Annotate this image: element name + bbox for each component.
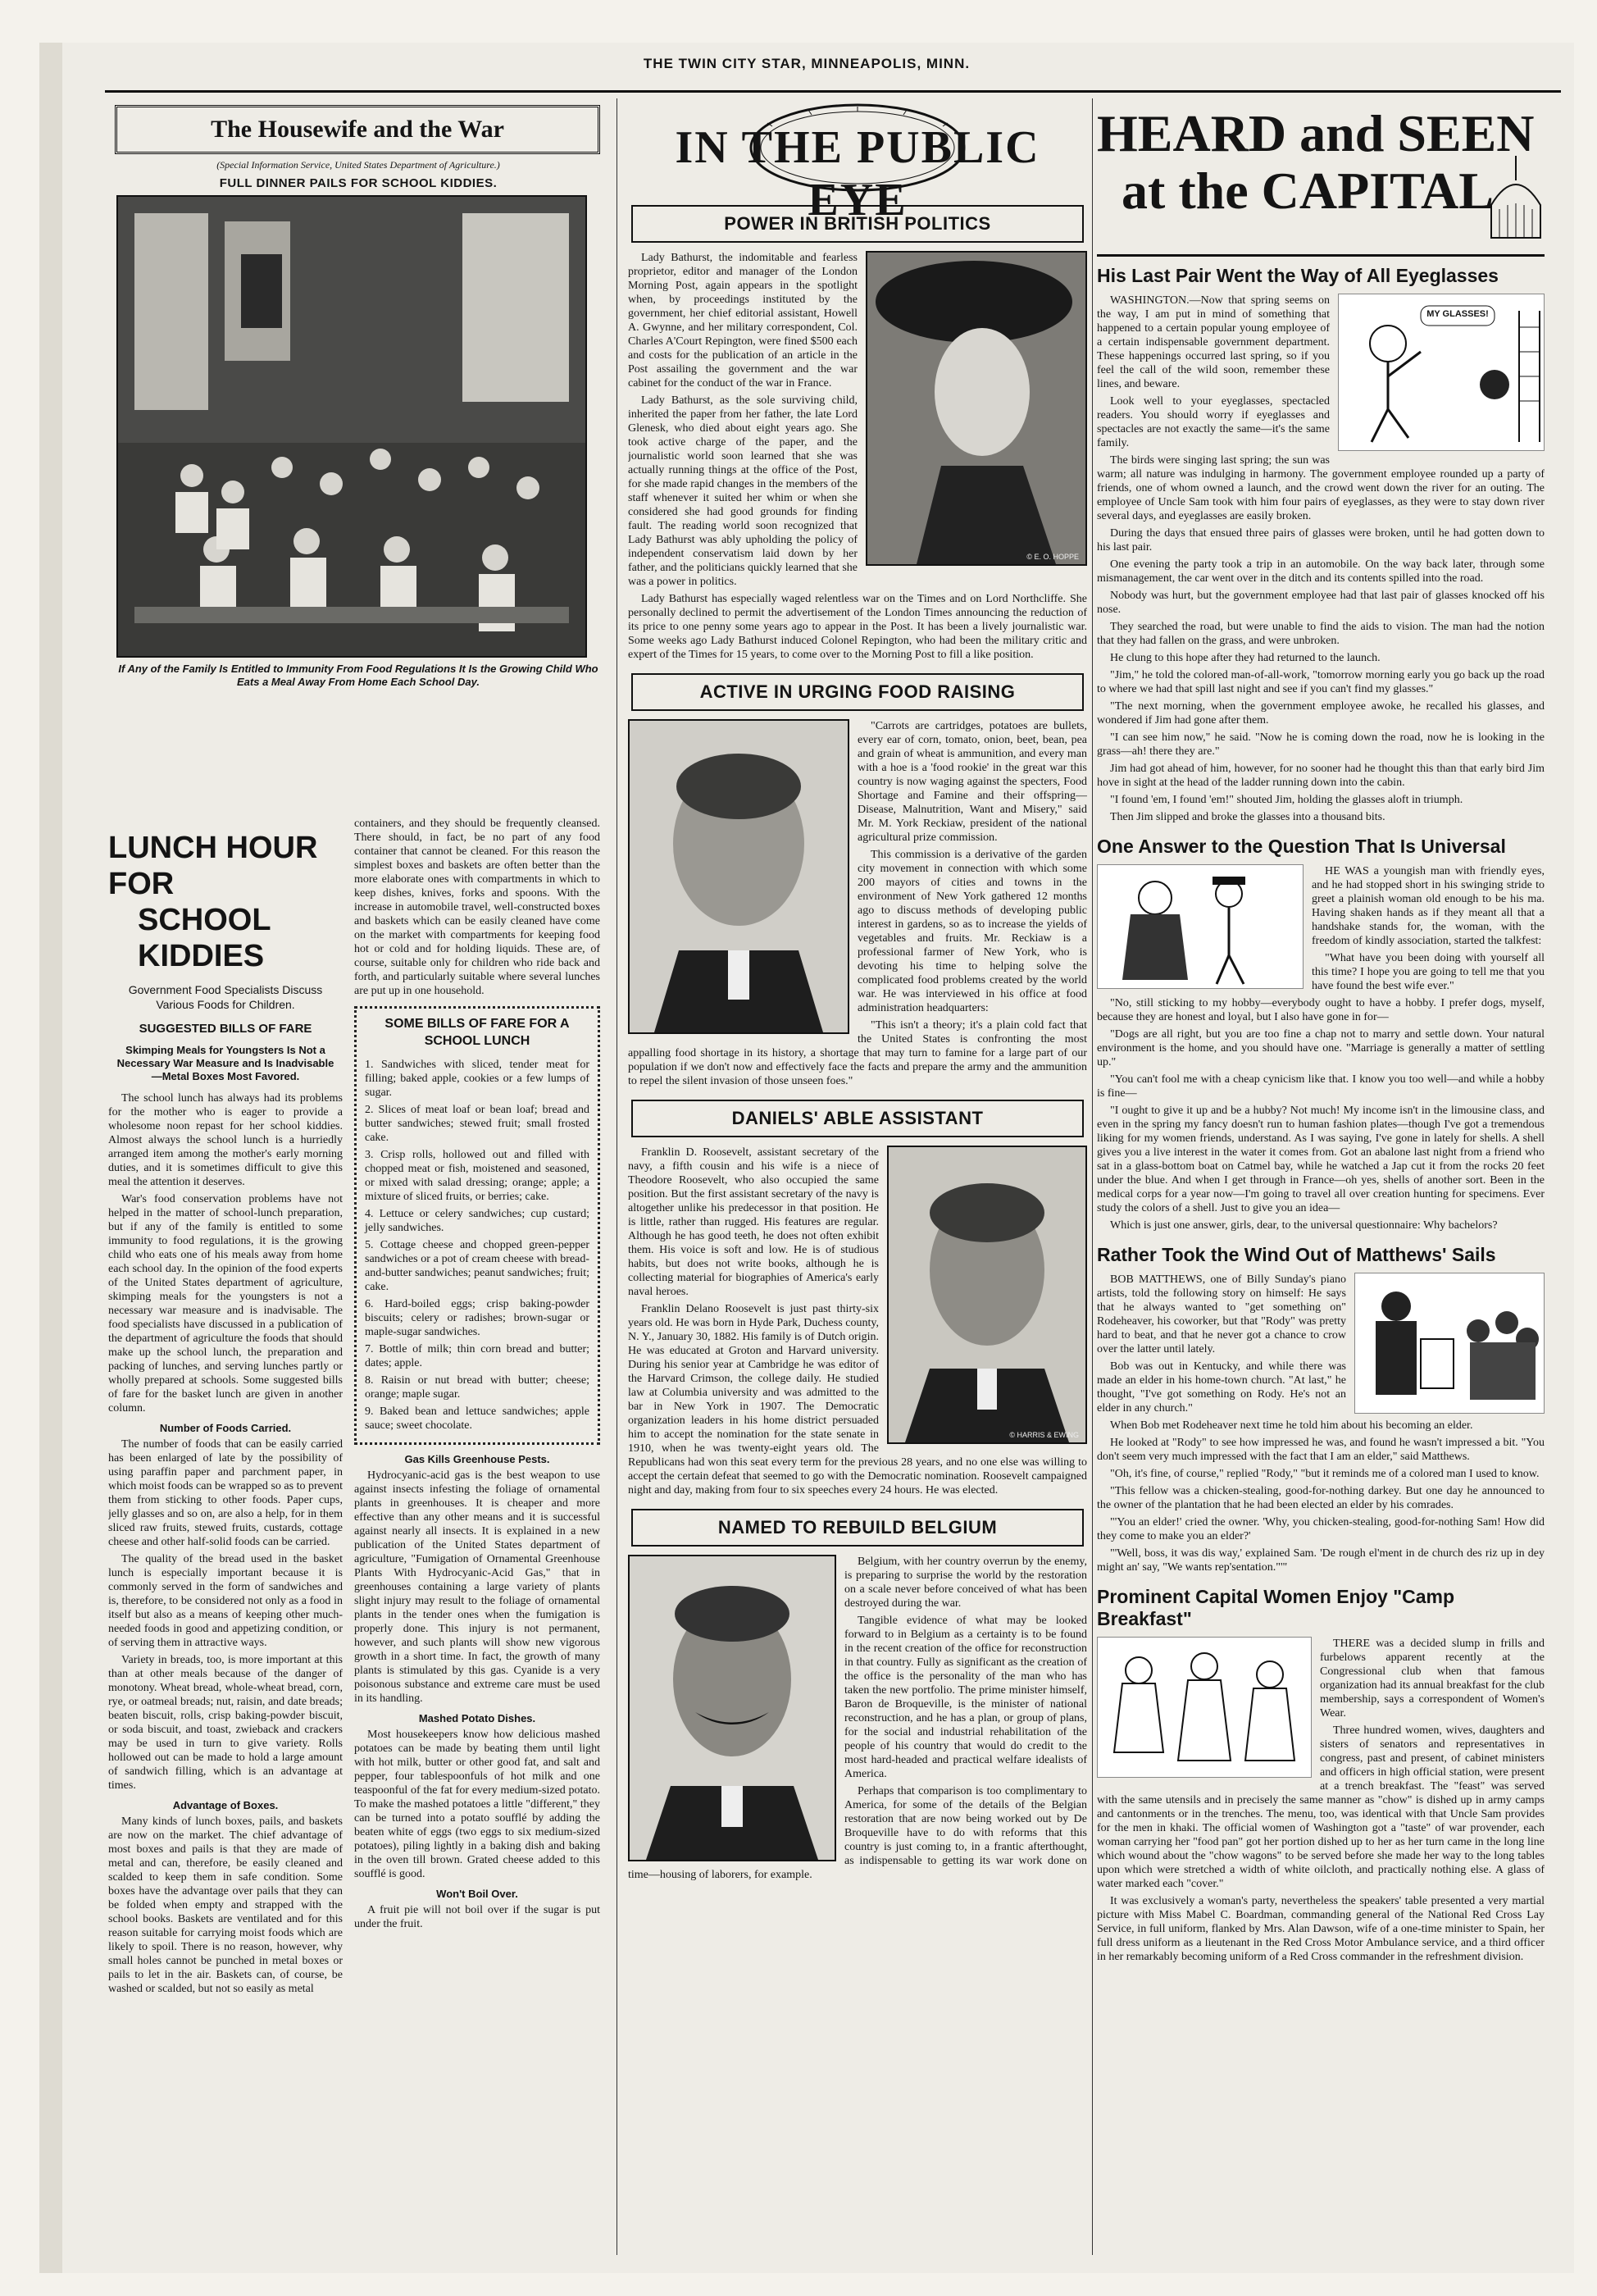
bills-of-fare-box bbox=[354, 1006, 600, 1445]
lunch-deck: Skimping Meals for Youngsters Is Not a Necessary War Measure and Is Inadvisable—Metal Boxes Most Favored. bbox=[116, 1044, 334, 1082]
couple-cartoon bbox=[1097, 864, 1304, 989]
masthead-rule bbox=[105, 90, 1561, 93]
lady-bathurst-portrait bbox=[866, 251, 1087, 566]
portrait-image bbox=[630, 1556, 835, 1860]
article-paragraph: Franklin D. Roosevelt, assistant secretary of the navy, a fifth cousin and his wife is a niece of Theodore Roosevelt, who also occupied the same position. But the first assistant secretary of the navy is altogether unlike his predecessor in that position. He is little, rather than rugged. His features are regular. Although he has good teeth, he does not often exhibit them. His voice is soft and low. He is of studious habits, but does not write books, although he is collecting material for biographies of America's early naval heroes. bbox=[628, 1146, 879, 1298]
capital-banner-line1: HEARD and SEEN bbox=[1097, 104, 1535, 162]
bills-of-fare-title: SOME BILLS OF FARE FOR A SCHOOL LUNCH bbox=[384, 1017, 570, 1048]
article-paragraph: Lady Bathurst has especially waged relentless war on the Times and on Lord Northcliffe. She personally declined to permit the advertisement of the London Times announcing the reduction of its price to one penny some years ago to appear in the Post. It has been a lively journalistic war. Some weeks ago Lady Bathurst induced Colonel Repington, who had been the military critic and expert of the Times for 15 years, to come over to the Morning Post to fill a like position. bbox=[628, 593, 1087, 661]
article-paragraph: "I found 'em, I found 'em!" shouted Jim, holding the glasses aloft in triumph. bbox=[1110, 794, 1463, 806]
lunch-subhead: Number of Foods Carried. bbox=[159, 1422, 292, 1434]
portrait-image bbox=[630, 721, 848, 1032]
bill-item: 9. Baked bean and lettuce sandwiches; apple sauce; sweet chocolate. bbox=[365, 1405, 589, 1432]
article-paragraph: Jim had got ahead of him, however, for no sooner had he thought this than that early bird Jim hove in sight at the head of the ladder running down into the cabin. bbox=[1097, 763, 1545, 789]
bill-item: 3. Crisp rolls, hollowed out and filled with chopped meat or fish, moistened and seasoned, or mixed with salad dressing; orange; apple; a mixture of sliced fruits, or berries; cake. bbox=[365, 1149, 589, 1203]
roosevelt-portrait bbox=[887, 1146, 1087, 1444]
housewife-title: The Housewife and the War bbox=[115, 105, 600, 154]
lunch-paragraph: The school lunch has always had its problems for the mother who is eager to provide a wholesome noon repast for her school kiddies. Almost always the school lunch is a hurriedly arranged item among the mother's early morning duties, and it is sometimes difficult to give this meal the attention it deserves. bbox=[108, 1092, 343, 1188]
bill-item: 6. Hard-boiled eggs; crisp baking-powder biscuits; celery or radishes; brown-sugar or maple-sugar sandwiches. bbox=[365, 1298, 589, 1338]
public-eye-title: IN THE PUBLIC EYE bbox=[675, 122, 1040, 226]
eyeglasses-headline: His Last Pair Went the Way of All Eyeglasses bbox=[1097, 265, 1499, 286]
article-paragraph: BOB MATTHEWS, one of Billy Sunday's piano artists, told the following story on himself: He says that he always wanted to "get something on" Rodeheaver, his coworker, but that "Rody" was pretty hard to beat, and that he never got a chance to crow over the latter until lately. bbox=[1097, 1273, 1346, 1355]
housewife-column bbox=[108, 98, 608, 2255]
church-cartoon bbox=[1354, 1273, 1545, 1414]
article-paragraph: "The next morning, when the government employee awoke, he recalled his glasses, and wondered if Jim had gone after them. bbox=[1097, 700, 1545, 727]
article-paragraph: "Dogs are all right, but you are too fine a chap not to marry and settle down. Your natural environment is the home, and you should have one. "Marriage is generally a matter of settling up." bbox=[1097, 1028, 1545, 1068]
bill-item: 5. Cottage cheese and chopped green-pepper sandwiches or a pot of cream cheese with bread-and-butter sandwiches; peanut sandwiches; fruit; cake. bbox=[365, 1239, 589, 1293]
lunch-paragraph: containers, and they should be frequently cleansed. There should, in fact, be no part of any food container that cannot be cleaned. For this reason the simplest boxes and baskets are often better than the more elaborate ones with compartments in which to keep dishes, knives, forks and spoons. With the increase in automobile travel, well-constructed boxes and baskets which can be easily cleaned have come on the market with compartments for keeping food hot or cold and for holding liquids. These are, of course, suitable only for children who ride back and forth, and particularly suitable where several lunches are put up in one household. bbox=[354, 818, 600, 997]
lunch-paragraph: Variety in breads, too, is more important at this than at other meals because of the danger of monotony. Wheat bread, whole-wheat bread, corn, rye, or oatmeal breads; nut, raisin, and date breads; beaten biscuit, rolls, crisp baking-powder biscuit, or soda biscuit, and toast, zwieback and crackers may be used in turn to give variety. Rolls hollowed out can be made to hold a large amount of sandwich filling, which is an advantage at times. bbox=[108, 1654, 343, 1792]
newspaper-page bbox=[39, 43, 1574, 2273]
camp-breakfast-headline: Prominent Capital Women Enjoy "Camp Breakfast" bbox=[1097, 1586, 1455, 1629]
article-paragraph: "This isn't a theory; it's a plain cold fact that the United States is confronting the most appalling food shortage in its history, a shortage that may turn to famine for a large part of our population if we don't now and effectively face the facts and prepare the army and the ammunition to repel the silent invasion of those unseen foes." bbox=[628, 1019, 1087, 1087]
article-paragraph: When Bob met Rodeheaver next time he told him about his becoming an elder. bbox=[1110, 1419, 1473, 1432]
potato-subhead: Mashed Potato Dishes. bbox=[418, 1712, 536, 1724]
article-paragraph: This commission is a derivative of the garden city movement in connection with which some 200 mayors of cities and towns in the environment of New York gathered 12 months ago to discuss methods of developing public interest in gardens, so as to increase the yields of vegetables and fruits. Mr. Reckiaw is a professional farmer of New York, who is devoting his time to helping solve the complicated food problems created by the world war. He was interviewed in his office at food administration headquarters: bbox=[858, 849, 1087, 1014]
gas-subhead: Gas Kills Greenhouse Pests. bbox=[404, 1453, 550, 1465]
article-paragraph: Nobody was hurt, but the government employee had that last pair of glasses knocked off his nose. bbox=[1097, 590, 1545, 616]
lunch-article-col-b bbox=[354, 817, 600, 1934]
classroom-image bbox=[118, 197, 585, 656]
british-politics-headline: POWER IN BRITISH POLITICS bbox=[631, 205, 1084, 243]
universal-question-headline: One Answer to the Question That Is Universal bbox=[1097, 836, 1506, 857]
article-paragraph: During the days that ensued three pairs of glasses were broken, until he had gotten down to his last pair. bbox=[1097, 527, 1545, 554]
article-paragraph: Which is just one answer, girls, dear, to the universal questionnaire: Why bachelors? bbox=[1110, 1219, 1498, 1232]
cartoon-image bbox=[1098, 865, 1303, 988]
cartoon-image bbox=[1355, 1273, 1544, 1413]
housewife-credit: (Special Information Service, United States Department of Agriculture.) bbox=[216, 159, 500, 171]
portrait-image bbox=[889, 1147, 1085, 1442]
column-divider bbox=[1092, 98, 1093, 2255]
article-paragraph: He looked at "Rody" to see how impressed he was, and found he wasn't impressed a bit. "You don't seem very much impressed with the fact that I am an elder," said Matthews. bbox=[1097, 1437, 1545, 1463]
lunch-section-title: SUGGESTED BILLS OF FARE bbox=[139, 1022, 312, 1036]
reckiaw-portrait bbox=[628, 719, 849, 1034]
de-broqueville-portrait bbox=[628, 1555, 836, 1861]
article-paragraph: THERE was a decided slump in frills and furbelows apparent recently at the Congressional club when that famous organization had its annual breakfast for the club membership, says a correspondent of Women's Wear. bbox=[1320, 1638, 1545, 1720]
article-paragraph: "No, still sticking to my hobby—everybody ought to have a hobby. I prefer dogs, myself, because they are honest and loyal, but I also have gone in for— bbox=[1097, 997, 1545, 1023]
article-paragraph: They searched the road, but were unable to find the aids to vision. The man had the notion that they had fallen on the grass, and were unbroken. bbox=[1097, 621, 1545, 647]
article-paragraph: "This fellow was a chicken-stealing, good-for-nothing darkey. But one day he announced to the owner of the plantation that he had been elected an elder by his comrades. bbox=[1097, 1485, 1545, 1511]
lunch-article-col-a bbox=[108, 817, 343, 1999]
capital-banner bbox=[1097, 98, 1545, 257]
cartoon-image bbox=[1098, 1638, 1311, 1777]
article-paragraph: "'You an elder!' cried the owner. 'Why, you chicken-stealing, good-for-nothing Sam! How did they come to make you an elder?' bbox=[1097, 1516, 1545, 1542]
article-paragraph: One evening the party took a trip in an automobile. On the way back later, through some mismanagement, the car went over in the ditch and its contents spilled into the road. bbox=[1097, 558, 1545, 585]
article-paragraph: Franklin Delano Roosevelt is just past thirty-six years old. He was born in Hyde Park, Duchess county, N. Y., January 30, 1882. His family is of Dutch origin. He was educated at Groton and Harvard university. During his senior year at Cambridge he was editor of the Harvard Crimson, the college daily. He studied law at Columbia university and was admitted to the bar in New York in 1907. The Democratic organization leaders in his home district persuaded him to accept the nomination for the state senate in 1910, when he was twenty-eight years old. The Republicans had won this seat every term for the previous 28 years, and no one else was willing to accept the certain defeat that seemed to go with the Democratic nomination. Roosevelt campaigned night and day, making from four to six speeches every 24 hours. He was elected. bbox=[628, 1303, 1087, 1496]
article-paragraph: Bob was out in Kentucky, and while there was made an elder in his home-town church. "At last," he thought, "I've got something on Rody. He's not an elder in any church." bbox=[1097, 1360, 1346, 1414]
photo-credit: © E. O. HOPPE bbox=[1026, 553, 1079, 561]
school-lunch-photo bbox=[116, 195, 587, 658]
lunch-headline bbox=[108, 830, 343, 974]
cartoon-speech: MY GLASSES! bbox=[1426, 309, 1489, 319]
bill-item: 8. Raisin or nut bread with butter; cheese; orange; maple sugar. bbox=[365, 1374, 589, 1401]
masthead: THE TWIN CITY STAR, MINNEAPOLIS, MINN. bbox=[643, 56, 971, 71]
lunch-paragraph: The number of foods that can be easily carried has been enlarged of late by the possibility of using paraffin paper and parchment paper, in which moist foods can be wrapped so as to prevent them from sticking to other foods. Paper cups, jelly glasses and so on, are also a help, for in them sliced raw fruits, stewed fruits, custards, cottage cheese and other half-solid foods can be carried. bbox=[108, 1438, 343, 1548]
matthews-headline: Rather Took the Wind Out of Matthews' Sails bbox=[1097, 1244, 1496, 1265]
boil-paragraph: A fruit pie will not boil over if the sugar is put under the fruit. bbox=[354, 1904, 600, 1930]
article-paragraph: Look well to your eyeglasses, spectacled readers. You should worry if eyeglasses and spectacles are not exactly the same—it's the same family. bbox=[1097, 395, 1330, 449]
lunch-paragraph: Many kinds of lunch boxes, pails, and baskets are now on the market. The chief advantage of most boxes and pails is that they are made of metal and can, therefore, be easily cleaned and scalded to keep them in safe condition. Some boxes have the advantage over pails that they can be folded when empty and strapped with the school books. Baskets are ventilated and for this reason suitable for carrying moist foods which are likely to spoil. There is no reason, however, why small holes cannot be punched in metal boxes or pails to let in the air. Baskets can, of course, be washed or scalded, but not so easily as metal bbox=[108, 1815, 343, 1995]
article-paragraph: "'Well, boss, it was dis way,' explained Sam. 'De rough el'ment in de church des riz up in dey might an' say, "We wants rep'sentation."'" bbox=[1097, 1547, 1545, 1574]
lunch-headline-line1: LUNCH HOUR FOR bbox=[108, 831, 318, 901]
page-shadow-edge bbox=[39, 43, 62, 2273]
lunch-paragraph: The quality of the bread used in the basket lunch is especially important because it is commonly served in the form of sandwiches and is, therefore, to be considered not only as a food in itself but also as a means of keeping other much-needed foods in good and appetizing condition, or of serving them in attractive ways. bbox=[108, 1553, 343, 1649]
capital-banner-line2: at the CAPITAL bbox=[1122, 162, 1494, 220]
article-paragraph: "I ought to give it up and be a hubby? Not much! My income isn't in the limousine class, and even in the spring my fancy doesn't run to human fashion plates—though I've got a tremendous liking for my women friends, understand. As I was saying, I've gone in lately for shells. A shell gives you a live interest in the water it comes from. Got an abalone last night from a friend who sat in a glass-bottom boat on Catmel bay, while he watched a Jap cut it from the rocks 20 feet under the blue. And when I get through in France—oh yes, shells of another sort. Been in the medical corps for a year now—I'm going to travel all over creation hunting for specimens. Ever study the colors of a shell. Just to give you an idea— bbox=[1097, 1105, 1545, 1214]
belgium-headline: NAMED TO REBUILD BELGIUM bbox=[631, 1509, 1084, 1547]
potato-paragraph: Most housekeepers know how delicious mashed potatoes can be made by beating them until light with hot milk, butter or other good fat, and salt and pepper, four tablespoonfuls of hot milk and one teaspoonful of the fat for every medium-sized potato. To make the mashed potatoes a little "different," they can be turned into a potato soufflé by adding the beaten white of eggs (two eggs to six medium-sized potatoes), piling lightly in a baking dish and baking in the oven till brown. Grated cheese added to this soufflé is good. bbox=[354, 1729, 600, 1880]
article-paragraph: Then Jim slipped and broke the glasses into a thousand bits. bbox=[1110, 811, 1385, 823]
boil-subhead: Won't Boil Over. bbox=[436, 1888, 518, 1900]
daniels-assistant-headline: DANIELS' ABLE ASSISTANT bbox=[631, 1100, 1084, 1137]
lunch-subtitle: Government Food Specialists Discuss Various Foods for Children. bbox=[128, 983, 323, 1011]
article-paragraph: "What have you been doing with yourself all this time? I hope you are going to tell me that you have found the best wife ever." bbox=[1312, 952, 1545, 992]
photo-credit: © HARRIS & EWING bbox=[1009, 1431, 1079, 1439]
lunch-subhead: Advantage of Boxes. bbox=[172, 1799, 279, 1811]
article-paragraph: It was exclusively a woman's party, nevertheless the speakers' table presented a very martial picture with Miss Mabel C. Boardman, commanding general of the National Red Cross Lay Service, in full uniform, flanked by Mrs. Alan Dawson, wife of a one-time minister to Spain, her full dress uniform as a lieutenant in the Red Cross Motor Ambulance service, and a third officer in her remarkably becoming uniform of a Red Cross commander in the refreshment division. bbox=[1097, 1895, 1545, 1963]
article-paragraph: "Oh, it's fine, of course," replied "Rody," "but it reminds me of a colored man I used to know. bbox=[1110, 1468, 1540, 1480]
lunch-headline-line2: SCHOOL KIDDIES bbox=[138, 903, 271, 973]
article-paragraph: Belgium, with her country overrun by the enemy, is preparing to surprise the world by the restoration on a scale never before conceived of what has been destroyed during the war. bbox=[844, 1556, 1087, 1610]
eyeglasses-cartoon bbox=[1338, 294, 1545, 451]
housewife-subhead: FULL DINNER PAILS FOR SCHOOL KIDDIES. bbox=[219, 176, 498, 190]
article-paragraph: Tangible evidence of what may be looked forward to in Belgium as a certainty is to be found in the recent creation of the office for reconstruction in that country. Fully as significant as the creation of the office is the personality of the man who has taken the new portfolio. The prime minister himself, Baron de Broqueville, is the minister of national reconstruction, and he has a plan, or group of plans, for the social and industrial rehabilitation of the people of his country that would do credit to the most hard-headed and practical welfare idealists of America. bbox=[844, 1615, 1087, 1780]
photo-caption: If Any of the Family Is Entitled to Immunity From Food Regulations It Is the Growing Child Who Eats a Meal Away From Home Each School Day. bbox=[118, 663, 598, 688]
article-paragraph: WASHINGTON.—Now that spring seems on the way, I am put in mind of something that happened to a certain popular young employee of a certain indispensable government department. These happenings occurred last spring, so if you feel the call of the wild soon, remember these lines, and beware. bbox=[1097, 294, 1330, 390]
lunch-paragraph: War's food conservation problems have not helped in the matter of school-lunch preparation, but if any of the family is entitled to some immunity to food regulations, it is the growing child who eats one of his meals away from home each school day. In the opinion of the food experts of the United States department of agriculture, skimping meals for the youngsters is not a necessary war measure and is inadvisable. The food specialists have discussed in a publication of the department of agriculture the foods that should make up the school lunch, the preparation and packing of lunches, and serving lunches partly or wholly prepared at schools. Some suggested bills of fare for the basket lunch are given in another column. bbox=[108, 1193, 343, 1414]
article-paragraph: "Jim," he told the colored man-of-all-work, "tomorrow morning early you go back up the road to where we had that spill last night and see if you can't find my glasses." bbox=[1097, 669, 1545, 695]
public-eye-column bbox=[628, 98, 1087, 2255]
capitol-dome-icon bbox=[1487, 148, 1545, 246]
bill-item: 2. Slices of meat loaf or bean loaf; bread and butter sandwiches; stewed fruit; small frosted cake. bbox=[365, 1104, 589, 1144]
portrait-image bbox=[867, 253, 1085, 564]
bill-item: 7. Bottle of milk; thin corn bread and butter; dates; apple. bbox=[365, 1343, 589, 1369]
article-paragraph: Perhaps that comparison is too complimentary to America, for some of the details of the Belgian restoration that are now being worked out by De Broqueville have to do with reforms that this country is just coming to, in a frantic afterthought, as indispensable to getting its war work done on time—housing of laborers, for example. bbox=[628, 1785, 1087, 1881]
bill-item: 4. Lettuce or celery sandwiches; cup custard; jelly sandwiches. bbox=[365, 1208, 589, 1234]
food-raising-headline: ACTIVE IN URGING FOOD RAISING bbox=[631, 673, 1084, 711]
article-paragraph: He clung to this hope after they had returned to the launch. bbox=[1110, 652, 1381, 664]
breakfast-cartoon bbox=[1097, 1637, 1312, 1778]
article-paragraph: "I can see him now," he said. "Now he is coming down the road, now he is looking in the grass—ah! there they are." bbox=[1097, 731, 1545, 758]
article-paragraph: The birds were singing last spring; the sun was warm; all nature was indulging in harmony. The government employee rounded up a party of friends, one of whom owned a launch, and the crowd went down the river for an outing. The employee of Uncle Sam took with him four pairs of eyeglasses, as they were to stay down river several days, and eyeglasses are easily broken. bbox=[1097, 454, 1545, 522]
article-paragraph: Lady Bathurst, as the sole surviving child, inherited the paper from her father, the late Lord Glenesk, who died about eight years ago. She took active charge of the paper, and the journalistic world soon learned that she was actually running things at the office of the Post, for she made rapid changes in the members of the staff whenever it suited her whim or when she considered she had good grounds for finding fault. The reading world soon recognized that Lady Bathurst was ably upholding the policy of independent conservatism laid down by her father, and the politicians quickly learned that she was a power in politics. bbox=[628, 394, 858, 588]
gas-paragraph: Hydrocyanic-acid gas is the best weapon to use against insects infesting the foliage of ornamental plants in greenhouses. It is cheaper and more effective than any other means and it is successful against nearly all insects. It is explained in a new publication of the United States department of agriculture, "Fumigation of Ornamental Greenhouse Plants With Hydrocyanic-Acid Gas," that in greenhouses containing a large variety of plants slight injury may result to the foliage of ornamental plants in the tender ones when the fumigation is properly done. This injury is not permanent, however, and such plants will show new vigorous growth in a short time. In fact, the growth of many plants is stimulated by this gas. Cyanide is a very poisonous substance and extreme care must be used in its handling. bbox=[354, 1469, 600, 1705]
article-paragraph: "You can't fool me with a cheap cynicism like that. I know you too well—and while a hobby is fine— bbox=[1097, 1073, 1545, 1100]
article-paragraph: Three hundred women, wives, daughters and sisters of senators and representatives in congress, past and present, of cabinet ministers and officers in high official station, were present at a trench breakfast. The "feast" was served with the same utensils and in precisely the same manner as "chow" is dished up in army camps and cantonments or in the trenches. The menu, too, was identical with that Uncle Sam provides for the men in khaki. The official women of Washington got a "taste" of war provender, each woman carrying her "food pan" got her portion dished up to her as her turn came in the long line which wound about the "chow wagons" to be served before she made her way to the long tables upon which were stretched a width of white oilcloth, and practically nothing else. A glass of water marked each "cover." bbox=[1097, 1724, 1545, 1890]
capital-column bbox=[1097, 98, 1545, 2255]
article-paragraph: "Carrots are cartridges, potatoes are bullets, every ear of corn, tomato, onion, beet, bean, pea and grain of wheat is ammunition, and every man with a hoe is a 'food rookie' in the great war this country is now waging against the specters, Food Shortage and Famine and their offspring—Disease, Malnutrition, Want and Misery," said Mr. M. York Reckiaw, president of the national agricultural prize commission. bbox=[858, 720, 1087, 844]
article-paragraph: Lady Bathurst, the indomitable and fearless proprietor, editor and manager of the London Morning Post, again appears in the spotlight when, by proceedings instituted by the government, her chief editorial assistant, Howell A. Gwynne, and her military correspondent, Col. Charles A'Court Repington, were fined $500 each and costs for the publication of an article in the Post assailing the government and the war cabinet for the conduct of the war in France. bbox=[628, 252, 858, 390]
bill-item: 1. Sandwiches with sliced, tender meat for filling; baked apple, cookies or a few lumps of sugar. bbox=[365, 1059, 589, 1099]
article-paragraph: HE WAS a youngish man with friendly eyes, and he had stopped short in his swinging stride to greet a plainish woman old enough to be his ma. Having shaken hands as if they meant all that a handshake stands for, the woman, with the freedom of kindly association, started the talkfest: bbox=[1312, 865, 1545, 947]
